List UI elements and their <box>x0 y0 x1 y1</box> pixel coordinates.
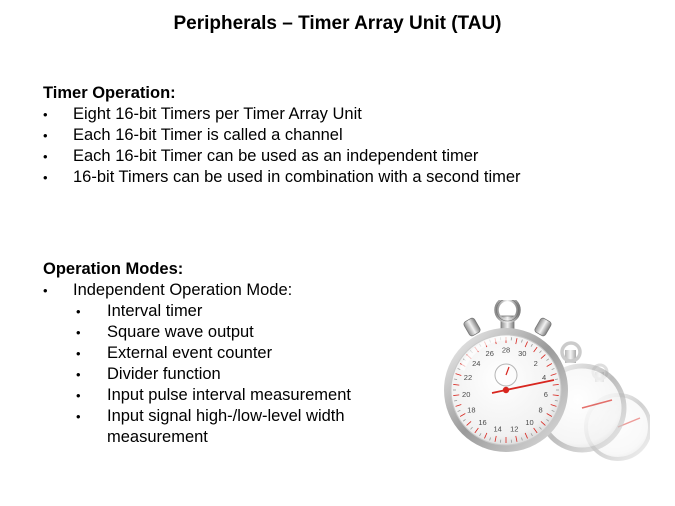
bullet-icon: • <box>43 128 48 143</box>
dial-number: 10 <box>525 417 534 427</box>
bullet-icon: • <box>43 170 48 185</box>
sub-bullet-list <box>43 301 407 448</box>
dial-number: 14 <box>493 424 502 434</box>
bullet-icon: • <box>76 325 81 340</box>
stopwatch-icon <box>440 300 650 480</box>
bullet-icon: • <box>76 388 81 403</box>
list-item-text: Input pulse interval measurement <box>107 386 351 404</box>
dial-number: 4 <box>541 373 547 383</box>
list-item-text: Each 16-bit Timer can be used as an independent timer <box>73 147 479 165</box>
sub-list-item <box>43 364 407 385</box>
list-item-text: Divider function <box>107 365 221 383</box>
list-item-text: Square wave output <box>107 323 254 341</box>
list-item-text: Each 16-bit Timer is called a channel <box>73 126 343 144</box>
list-item <box>43 280 407 301</box>
dial-number: 28 <box>501 345 511 355</box>
dial-number: 22 <box>463 373 473 383</box>
dial-number: 6 <box>543 389 548 399</box>
slide-title: Peripherals – Timer Array Unit (TAU) <box>173 13 502 34</box>
dial-number: 16 <box>478 417 487 427</box>
dial-number: 20 <box>462 389 471 399</box>
list-item-text: Independent Operation Mode: <box>73 281 293 299</box>
operation-modes-section <box>43 259 407 448</box>
section-heading: Timer Operation: <box>43 84 176 102</box>
bullet-icon: • <box>76 409 81 424</box>
bullet-icon: • <box>43 283 48 298</box>
sub-list-item <box>43 343 407 364</box>
stopwatch-main <box>444 300 568 452</box>
bullet-icon: • <box>43 149 48 164</box>
list-item <box>43 104 521 125</box>
sub-list-item <box>43 385 407 406</box>
bullet-icon: • <box>76 367 81 382</box>
bullet-icon: • <box>76 346 81 361</box>
dial-number: 12 <box>510 424 519 434</box>
list-item-text: 16-bit Timers can be used in combination with a second timer <box>73 168 521 186</box>
list-item <box>43 125 521 146</box>
section-heading: Operation Modes: <box>43 260 184 278</box>
list-item-text: Input signal high-/low-level width measurement <box>107 407 345 446</box>
bullet-list <box>43 280 407 301</box>
dial-number: 26 <box>485 349 494 359</box>
list-item-text: Interval timer <box>107 302 203 320</box>
bullet-icon: • <box>76 304 81 319</box>
bullet-icon: • <box>43 107 48 122</box>
sub-list-item <box>43 322 407 343</box>
dial-number: 2 <box>533 358 538 368</box>
sub-list-item <box>43 406 407 448</box>
dial-number: 8 <box>538 405 543 415</box>
list-item-text: Eight 16-bit Timers per Timer Array Unit <box>73 105 362 123</box>
dial-number: 24 <box>472 358 481 368</box>
list-item-text: External event counter <box>107 344 273 362</box>
bullet-list <box>43 104 521 188</box>
dial-number: 18 <box>467 405 476 415</box>
list-item <box>43 146 521 167</box>
list-item <box>43 167 521 188</box>
sub-list-item <box>43 301 407 322</box>
timer-operation-section <box>43 83 521 188</box>
dial-number: 30 <box>518 349 527 359</box>
